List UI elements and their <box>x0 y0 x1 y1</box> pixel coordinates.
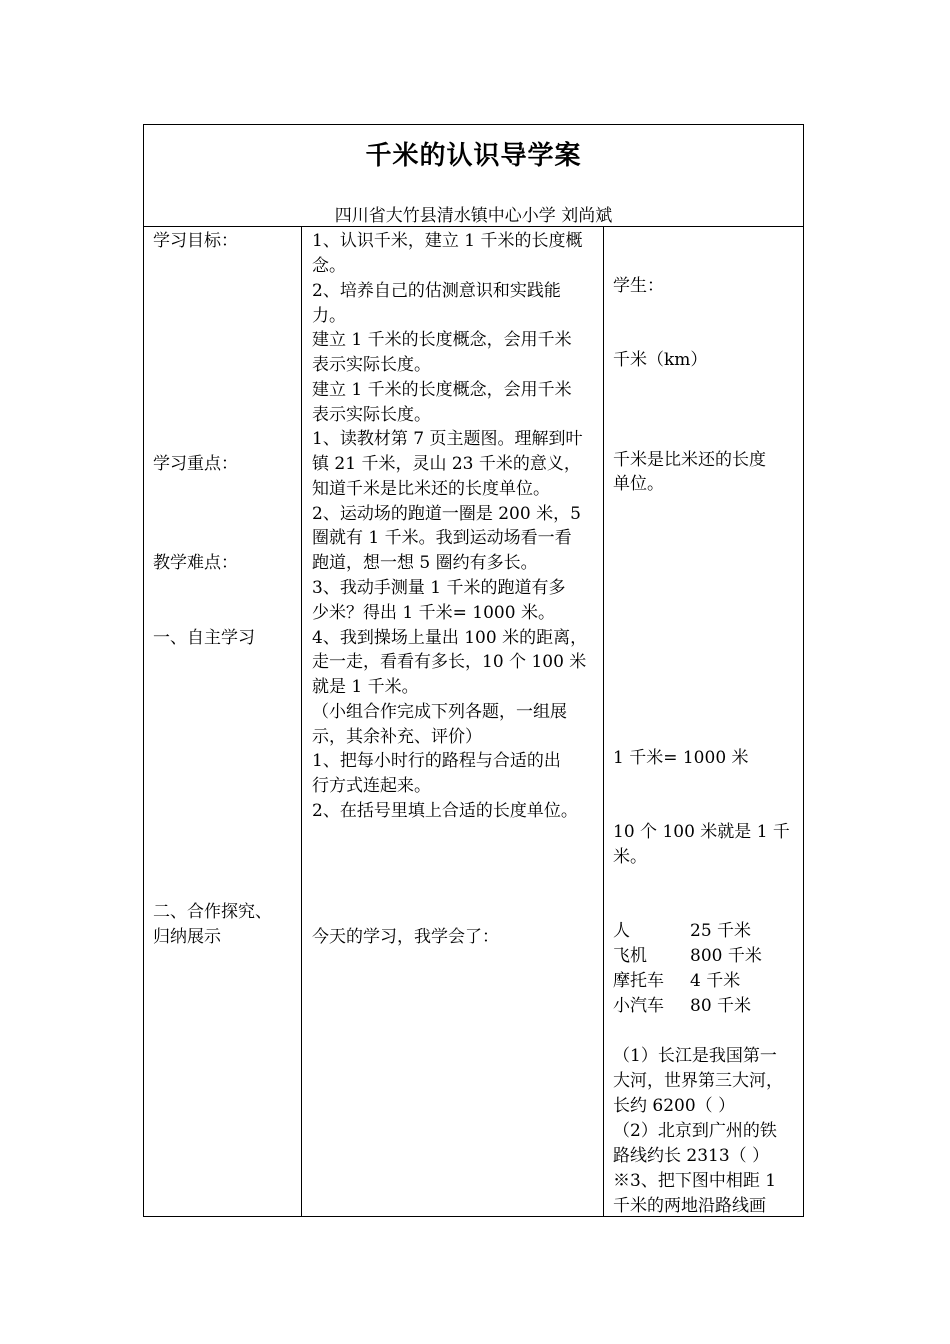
text-line: 跑道，想一想 5 圈约有多长。 <box>312 553 538 573</box>
worksheet-table <box>143 124 804 1217</box>
student-label: 学生： <box>613 276 664 296</box>
match-distance: 4 千米 <box>690 971 741 991</box>
title-row <box>144 125 803 227</box>
author-line: 四川省大竹县清水镇中心小学 刘尚斌 <box>334 206 613 226</box>
text-line: 力。 <box>312 306 346 326</box>
text-line: 圈就有 1 千米。我到运动场看一看 <box>312 528 572 548</box>
text-line: 4、我到操场上量出 100 米的距离， <box>312 628 588 648</box>
equation-text: 1 千米= 1000 米 <box>613 748 749 768</box>
text-line: 表示实际长度。 <box>312 355 431 375</box>
text-line: 行方式连起来。 <box>312 776 431 796</box>
label-difficulty: 教学难点： <box>153 553 238 573</box>
match-mode: 小汽车 <box>613 996 664 1016</box>
text-line: 1、读教材第 7 页主题图。理解到叶 <box>312 429 583 449</box>
label-self-study: 一、自主学习 <box>153 628 255 648</box>
text-line: 示，其余补充、评价） <box>312 727 482 747</box>
fill-line: 千米的两地沿路线画 <box>613 1196 766 1216</box>
definition-line: 千米是比米还的长度 <box>613 450 766 470</box>
label-learning-goal: 学习目标： <box>153 231 238 251</box>
match-distance: 80 千米 <box>690 996 752 1016</box>
fill-line: （1）长江是我国第一 <box>613 1046 777 1066</box>
left-column <box>144 226 302 1216</box>
label-cooperation-2: 归纳展示 <box>153 927 221 947</box>
fill-line: ※3、把下图中相距 1 <box>613 1171 777 1191</box>
text-line: 知道千米是比米还的长度单位。 <box>312 479 550 499</box>
text-line: 2、运动场的跑道一圈是 200 米，5 <box>312 504 581 524</box>
middle-column <box>302 226 604 1216</box>
summary-prompt: 今天的学习，我学会了： <box>312 927 499 947</box>
page-title: 千米的认识导学案 <box>365 141 582 171</box>
text-line: 走一走，看看有多长，10 个 100 米 <box>312 652 587 672</box>
ten-hundred-line: 10 个 100 米就是 1 千 <box>613 822 790 842</box>
fill-line: 长约 6200（ ） <box>613 1096 736 1116</box>
label-cooperation-1: 二、合作探究、 <box>153 902 272 922</box>
unit-text: 千米（km） <box>613 350 708 370</box>
right-column <box>604 226 803 1216</box>
text-line: 表示实际长度。 <box>312 405 431 425</box>
fill-line: 大河，世界第三大河， <box>613 1071 783 1091</box>
fill-line: 路线约长 2313（ ） <box>613 1146 770 1166</box>
text-line: 1、把每小时行的路程与合适的出 <box>312 751 561 771</box>
match-distance: 25 千米 <box>690 921 752 941</box>
match-mode: 飞机 <box>613 946 647 966</box>
text-line: 就是 1 千米。 <box>312 677 419 697</box>
text-line: 1、认识千米，建立 1 千米的长度概 <box>312 231 583 251</box>
text-line: 镇 21 千米，灵山 23 千米的意义， <box>312 454 581 474</box>
text-line: 念。 <box>312 256 346 276</box>
match-mode: 人 <box>613 921 630 941</box>
text-line: 2、培养自己的估测意识和实践能 <box>312 281 561 301</box>
fill-line: （2）北京到广州的铁 <box>613 1121 777 1141</box>
text-line: 2、在括号里填上合适的长度单位。 <box>312 801 578 821</box>
text-line: 3、我动手测量 1 千米的跑道有多 <box>312 578 566 598</box>
text-line: 建立 1 千米的长度概念，会用千米 <box>312 380 572 400</box>
text-line: 少米？得出 1 千米= 1000 米。 <box>312 603 555 623</box>
label-key-point: 学习重点： <box>153 454 238 474</box>
match-distance: 800 千米 <box>690 946 762 966</box>
ten-hundred-line: 米。 <box>613 847 647 867</box>
match-mode: 摩托车 <box>613 971 664 991</box>
text-line: （小组合作完成下列各题，一组展 <box>312 702 567 722</box>
definition-line: 单位。 <box>613 474 664 494</box>
text-line: 建立 1 千米的长度概念，会用千米 <box>312 330 572 350</box>
